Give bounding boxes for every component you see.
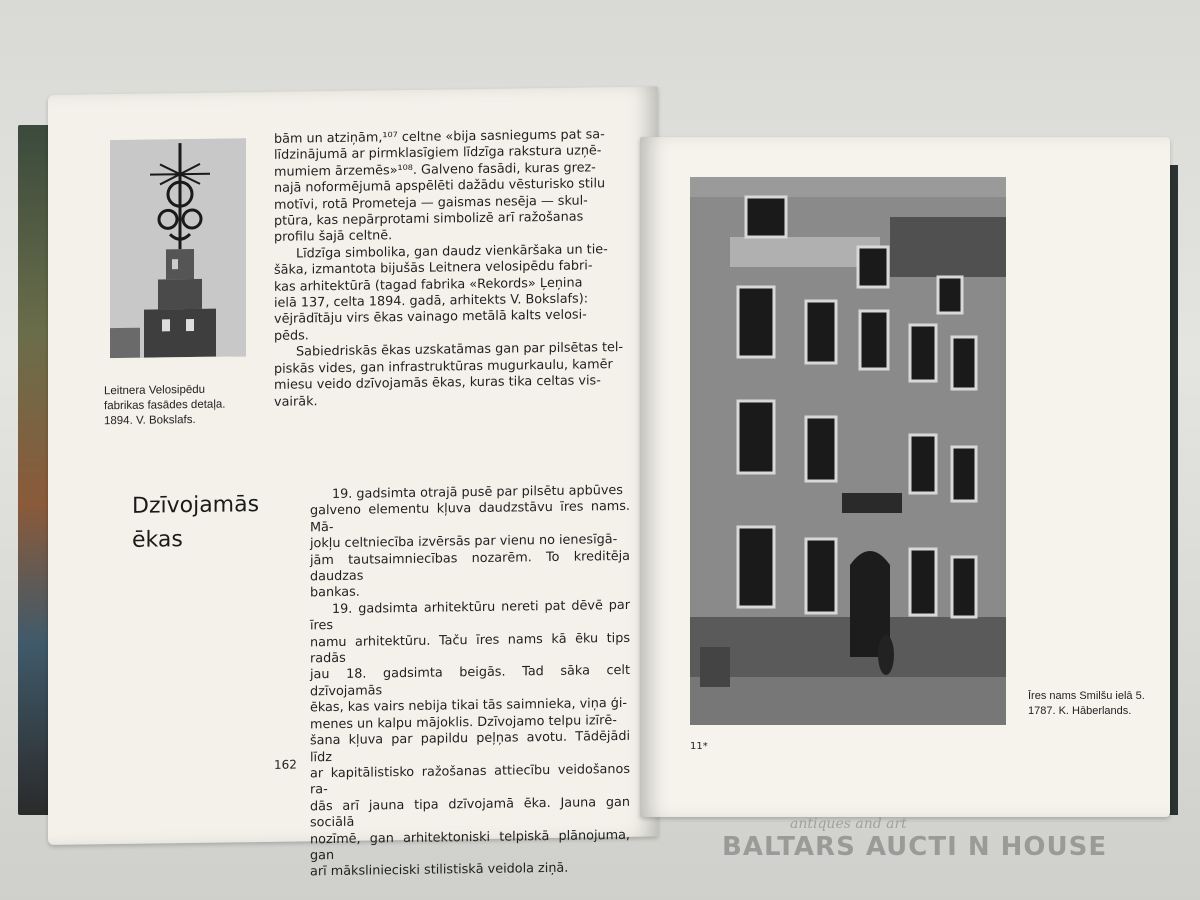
text-line: vairāk. (274, 393, 318, 410)
text-line: arī mākslinieciski stilistiskā veidola ziņā. (310, 861, 569, 880)
text-line: piskās vides, gan infrastruktūras mugurkaulu, kamēr (274, 356, 613, 377)
text-line: namu arhitektūru. Taču īres nams kā ēku tips radās (310, 630, 630, 667)
text-line: menes un kalpu mājoklis. Dzīvojamo telpu izīrē- (310, 712, 617, 733)
watermark-title: BALTARS AUCTI N HOUSE (722, 832, 1108, 862)
text-line: ptūra, kas nepārprotami simbolizē arī ražošanas (274, 209, 584, 229)
auction-house-watermark (722, 816, 1122, 872)
text-line: Līdzīga simbolika, gan daudz vienkāršaka un tie- (296, 242, 608, 262)
text-line: najā noformējumā apspēlēti dažādu vēsturisko stilu (274, 176, 606, 197)
watermark-tagline: antiques and art (790, 816, 907, 832)
text-line: nozīmē, gan arhitektoniski telpiskā plānojuma, gan (310, 827, 630, 864)
heading-line: Dzīvojamās (132, 492, 260, 519)
text-line: šana kļuva par papildu peļņas avotu. Tādējādi līdz (310, 728, 630, 765)
text-line: jau 18. gadsimta beigās. Tad sāka celt dzīvojamās (310, 663, 630, 700)
text-line: ēkas, kas vairs nebija tikai tās saimnieka, viņa ģi- (310, 696, 628, 716)
signature-mark: 11* (690, 741, 708, 752)
left-figure-caption (104, 382, 264, 429)
bottom-body-text (310, 483, 630, 881)
building-facade-photo (690, 177, 1006, 725)
text-line: dās arī jauna tipa dzīvojamā ēka. Jauna gan sociālā (310, 794, 630, 831)
building-illustration (690, 177, 1006, 725)
text-line: galveno elementu kļuva daudzstāvu īres nams. Mā- (310, 499, 630, 536)
text-line: mumiem ārzemēs»¹⁰⁸. Galveno fasādi, kuras grez- (274, 160, 596, 180)
caption-line: fabrikas fasādes detaļa. (104, 398, 226, 413)
caption-line: 1894. V. Bokslafs. (104, 413, 196, 428)
caption-line: Īres nams Smilšu ielā 5. (1028, 690, 1145, 702)
section-heading (132, 488, 262, 558)
text-line: ar kapitālistisko ražošanas attiecību veidošanos ra- (310, 761, 630, 798)
tower-illustration (110, 138, 246, 358)
text-line: bām un atziņām,¹⁰⁷ celtne «bija sasniegums pat sa- (274, 127, 605, 147)
top-body-text (274, 127, 631, 411)
text-line: jām tautsaimniecības nozarēm. To kreditēja daudzas (310, 548, 630, 585)
right-figure-caption (1028, 689, 1158, 719)
text-line: ielā 137, celta 1894. gadā, arhitekts V. Bokslafs): (274, 291, 589, 311)
text-line: jokļu celtniecība izvērsās par vienu no ienesīgā- (310, 532, 618, 552)
text-line: profilu šajā celtnē. (274, 228, 393, 246)
text-line: vējrādītāju virs ēkas vainago metālā kalts velosi- (274, 307, 587, 328)
text-line: 19. gadsimta otrajā pusē par pilsētu apbūves (332, 482, 623, 503)
text-line: 19. gadsimta arhitektūru nereti pat dēvē par īres (310, 597, 630, 634)
tower-weathervane-photo (110, 138, 246, 358)
caption-line: 1787. K. Hāberlands. (1028, 705, 1132, 717)
text-line: kas arhitektūrā (tagad fabrika «Rekords» Ļeņina (274, 275, 583, 295)
text-line: motīvi, rotā Prometeja — gaismas nesēja — skul- (274, 193, 588, 213)
open-book (18, 95, 1178, 880)
text-line: līdzinājumā ar pirmklasīgiem līdzīga rakstura uzņē- (274, 143, 602, 164)
heading-line: ēkas (132, 527, 183, 553)
caption-line: Leitnera Velosipēdu (104, 383, 206, 398)
text-line: šāka, izmantota bijušās Leitnera velosipēdu fabri- (274, 258, 593, 279)
text-line: miesu veido dzīvojamās ēkas, kuras tika celtas vis- (274, 373, 601, 393)
left-page (48, 86, 658, 880)
page-number: 162 (274, 757, 297, 772)
text-line: Sabiedriskās ēkas uzskatāmas gan par pilsētas tel- (296, 340, 624, 360)
right-page (640, 137, 1170, 817)
text-line: bankas. (310, 585, 360, 601)
text-line: pēds. (274, 328, 309, 344)
